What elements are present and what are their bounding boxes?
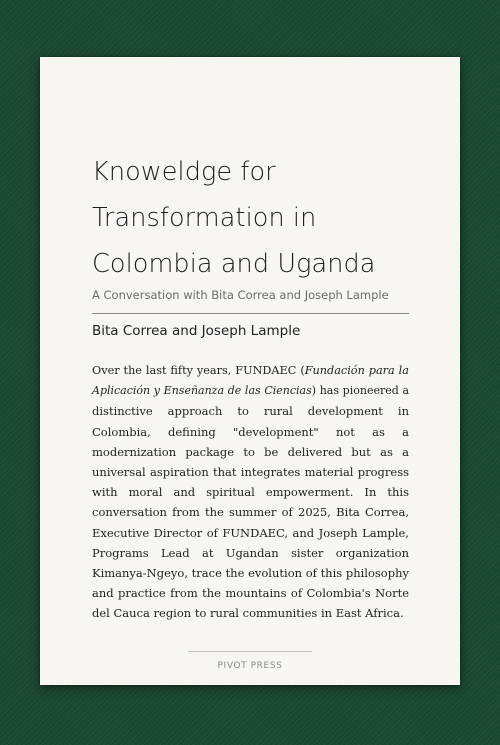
footer-divider [188,651,312,652]
abstract-line: Executive Director of FUNDAEC, and Joseph Lample, [92,525,409,540]
book-cover [40,57,460,685]
title-line-1: Knoweldge for [92,157,276,187]
book-title [92,149,422,287]
abstract-line: modernization package to be delivered but as a [92,444,409,459]
title-line-3: Colombia and Uganda [92,249,376,279]
abstract-line: Colombia, defining "development" not as a [92,424,409,439]
abstract-line: Aplicación y Enseñanza de las Ciencias) has pioneered a [92,384,409,398]
abstract-line: del Cauca region to rural communities in East Africa. [92,606,404,621]
abstract-line: Programs Lead at Ugandan sister organization [92,545,409,560]
abstract-line: with moral and spiritual empowerment. In this [92,485,409,500]
author-names: Bita Correa and Joseph Lample [92,323,301,339]
publisher-name: PIVOT PRESS [217,661,283,671]
abstract-line: conversation from the summer of 2025, Bita Correa, [92,505,409,520]
abstract-line: Kimanya-Ngeyo, trace the evolution of this philosophy [92,566,409,581]
abstract-line: universal aspiration that integrates material progress [92,465,409,480]
abstract-text [92,361,409,624]
abstract-line: Over the last fifty years, FUNDAEC (Fundación para la [92,364,409,377]
abstract-line: distinctive approach to rural development in [92,404,409,419]
title-divider [92,313,409,314]
book-subtitle: A Conversation with Bita Correa and Joseph Lample [92,288,389,302]
abstract-line: and practice from the mountains of Colombia's Norte [92,586,409,601]
title-line-2: Transformation in [92,203,317,233]
